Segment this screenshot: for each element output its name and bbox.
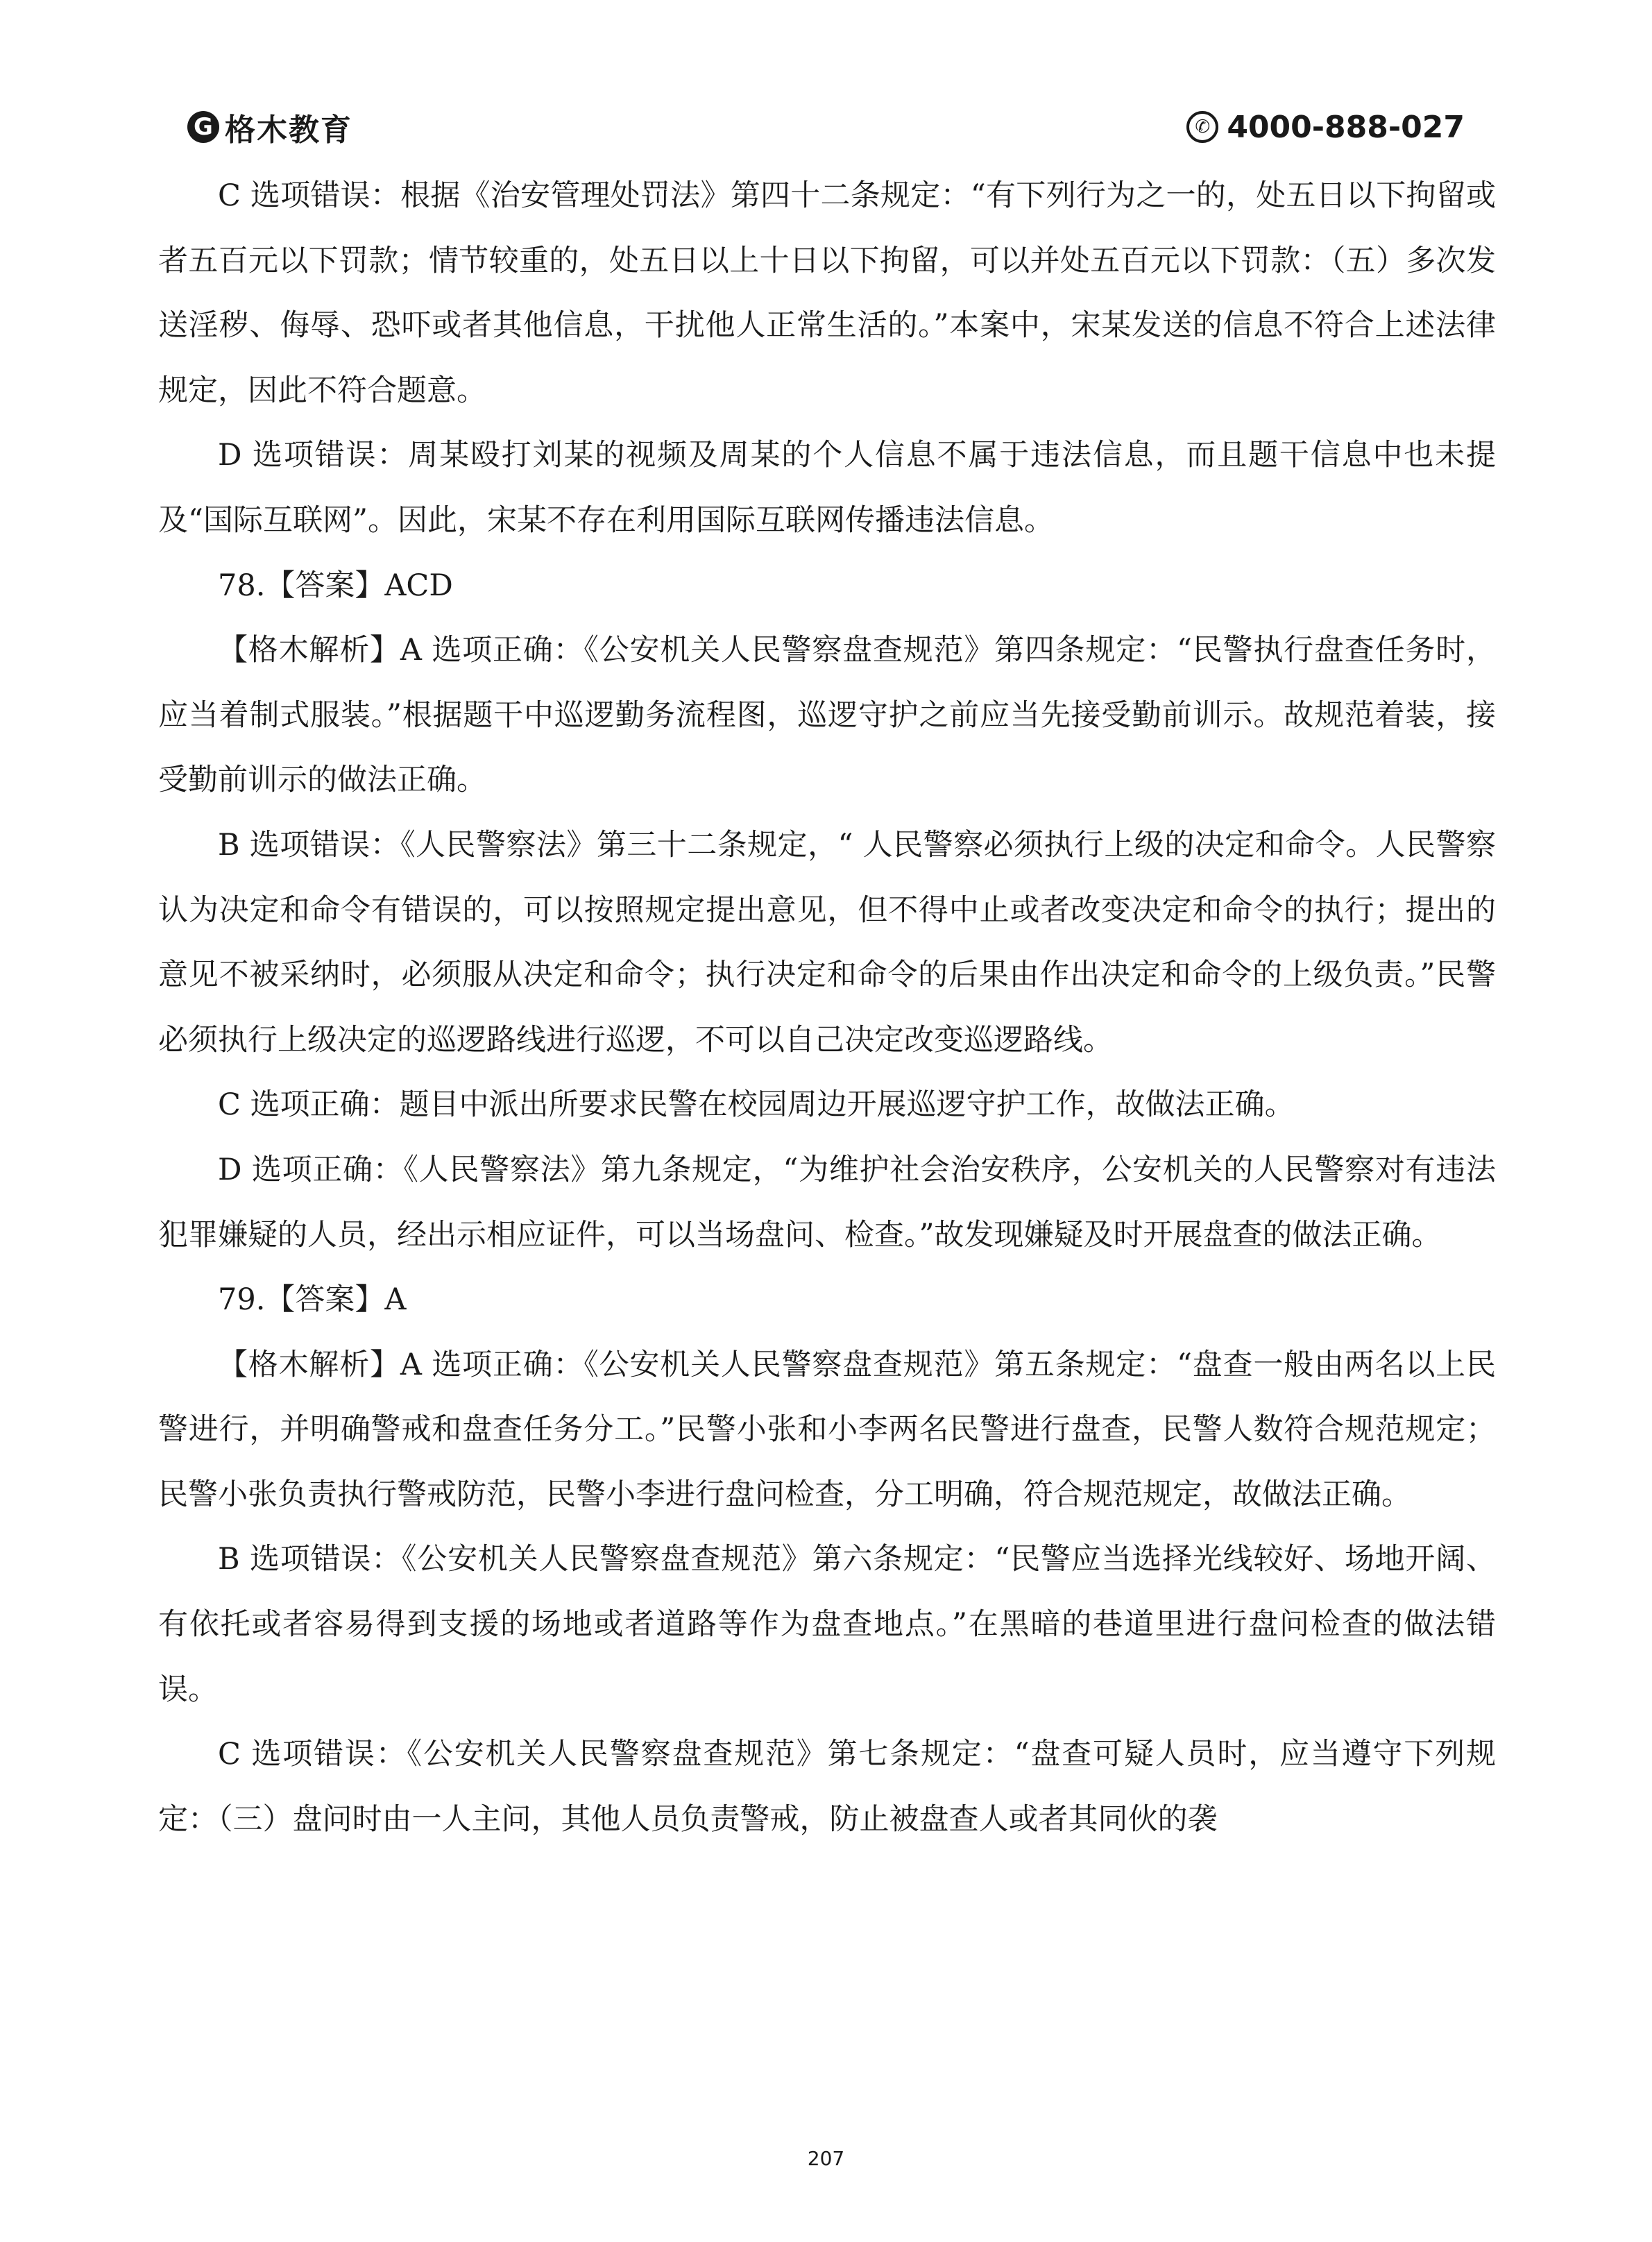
paragraph: D 选项正确：《人民警察法》第九条规定，“为维护社会治安秩序，公安机关的人民警察对有违法犯罪嫌疑的人员，经出示相应证件，可以当场盘问、检查。”故发现嫌疑及时开展盘查的做法正确。 <box>158 1152 1496 1252</box>
brand-logo <box>187 103 352 151</box>
page-header <box>187 103 1465 151</box>
logo-icon: G <box>187 111 219 143</box>
phone-icon: ✆ <box>1186 111 1218 143</box>
hotline <box>1186 103 1465 151</box>
paragraph: B 选项错误：《人民警察法》第三十二条规定，“ 人民警察必须执行上级的决定和命令。人民警察认为决定和命令有错误的，可以按照规定提出意见，但不得中止或者改变决定和命令的执行；提出的意见不被采纳时，必须服从决定和命令；执行决定和命令的后果由作出决定和命令的上级负责。”民警必须执行上级决定的巡逻路线进行巡逻，不可以自己决定改变巡逻路线。 <box>158 827 1496 1058</box>
paragraph: C 选项错误：《公安机关人民警察盘查规范》第七条规定：“盘查可疑人员时，应当遵守下列规定：（三）盘问时由一人主问，其他人员负责警戒，防止被盘查人或者其同伙的袭 <box>158 1737 1496 1837</box>
document-body <box>158 164 1496 1852</box>
logo-text: 格木教育 <box>225 112 352 148</box>
answer-heading: 79.【答案】A <box>218 1282 407 1318</box>
hotline-number: 4000-888-027 <box>1227 109 1465 145</box>
answer-heading: 78.【答案】ACD <box>218 568 453 603</box>
paragraph: C 选项正确：题目中派出所要求民警在校园周边开展巡逻守护工作，故做法正确。 <box>218 1087 1295 1123</box>
page-number: 207 <box>807 2147 845 2170</box>
paragraph: D 选项错误：周某殴打刘某的视频及周某的个人信息不属于违法信息，而且题干信息中也未提及“国际互联网”。因此，宋某不存在利用国际互联网传播违法信息。 <box>158 438 1496 538</box>
paragraph: 【格木解析】A 选项正确：《公安机关人民警察盘查规范》第五条规定：“盘查一般由两名以上民警进行，并明确警戒和盘查任务分工。”民警小张和小李两名民警进行盘查，民警人数符合规范规定；民警小张负责执行警戒防范，民警小李进行盘问检查，分工明确，符合规范规定，故做法正确。 <box>158 1347 1496 1512</box>
paragraph: B 选项错误：《公安机关人民警察盘查规范》第六条规定：“民警应当选择光线较好、场地开阔、有依托或者容易得到支援的场地或者道路等作为盘查地点。”在黑暗的巷道里进行盘问检查的做法错误。 <box>158 1542 1496 1707</box>
paragraph: 【格木解析】A 选项正确：《公安机关人民警察盘查规范》第四条规定：“民警执行盘查任务时，应当着制式服装。”根据题干中巡逻勤务流程图，巡逻守护之前应当先接受勤前训示。故规范着装，接受勤前训示的做法正确。 <box>158 633 1496 798</box>
paragraph: C 选项错误：根据《治安管理处罚法》第四十二条规定：“有下列行为之一的，处五日以下拘留或者五百元以下罚款；情节较重的，处五日以上十日以下拘留，可以并处五百元以下罚款：（五）多次发送淫秽、侮辱、恐吓或者其他信息，干扰他人正常生活的。”本案中，宋某发送的信息不符合上述法律规定，因此不符合题意。 <box>158 178 1496 408</box>
